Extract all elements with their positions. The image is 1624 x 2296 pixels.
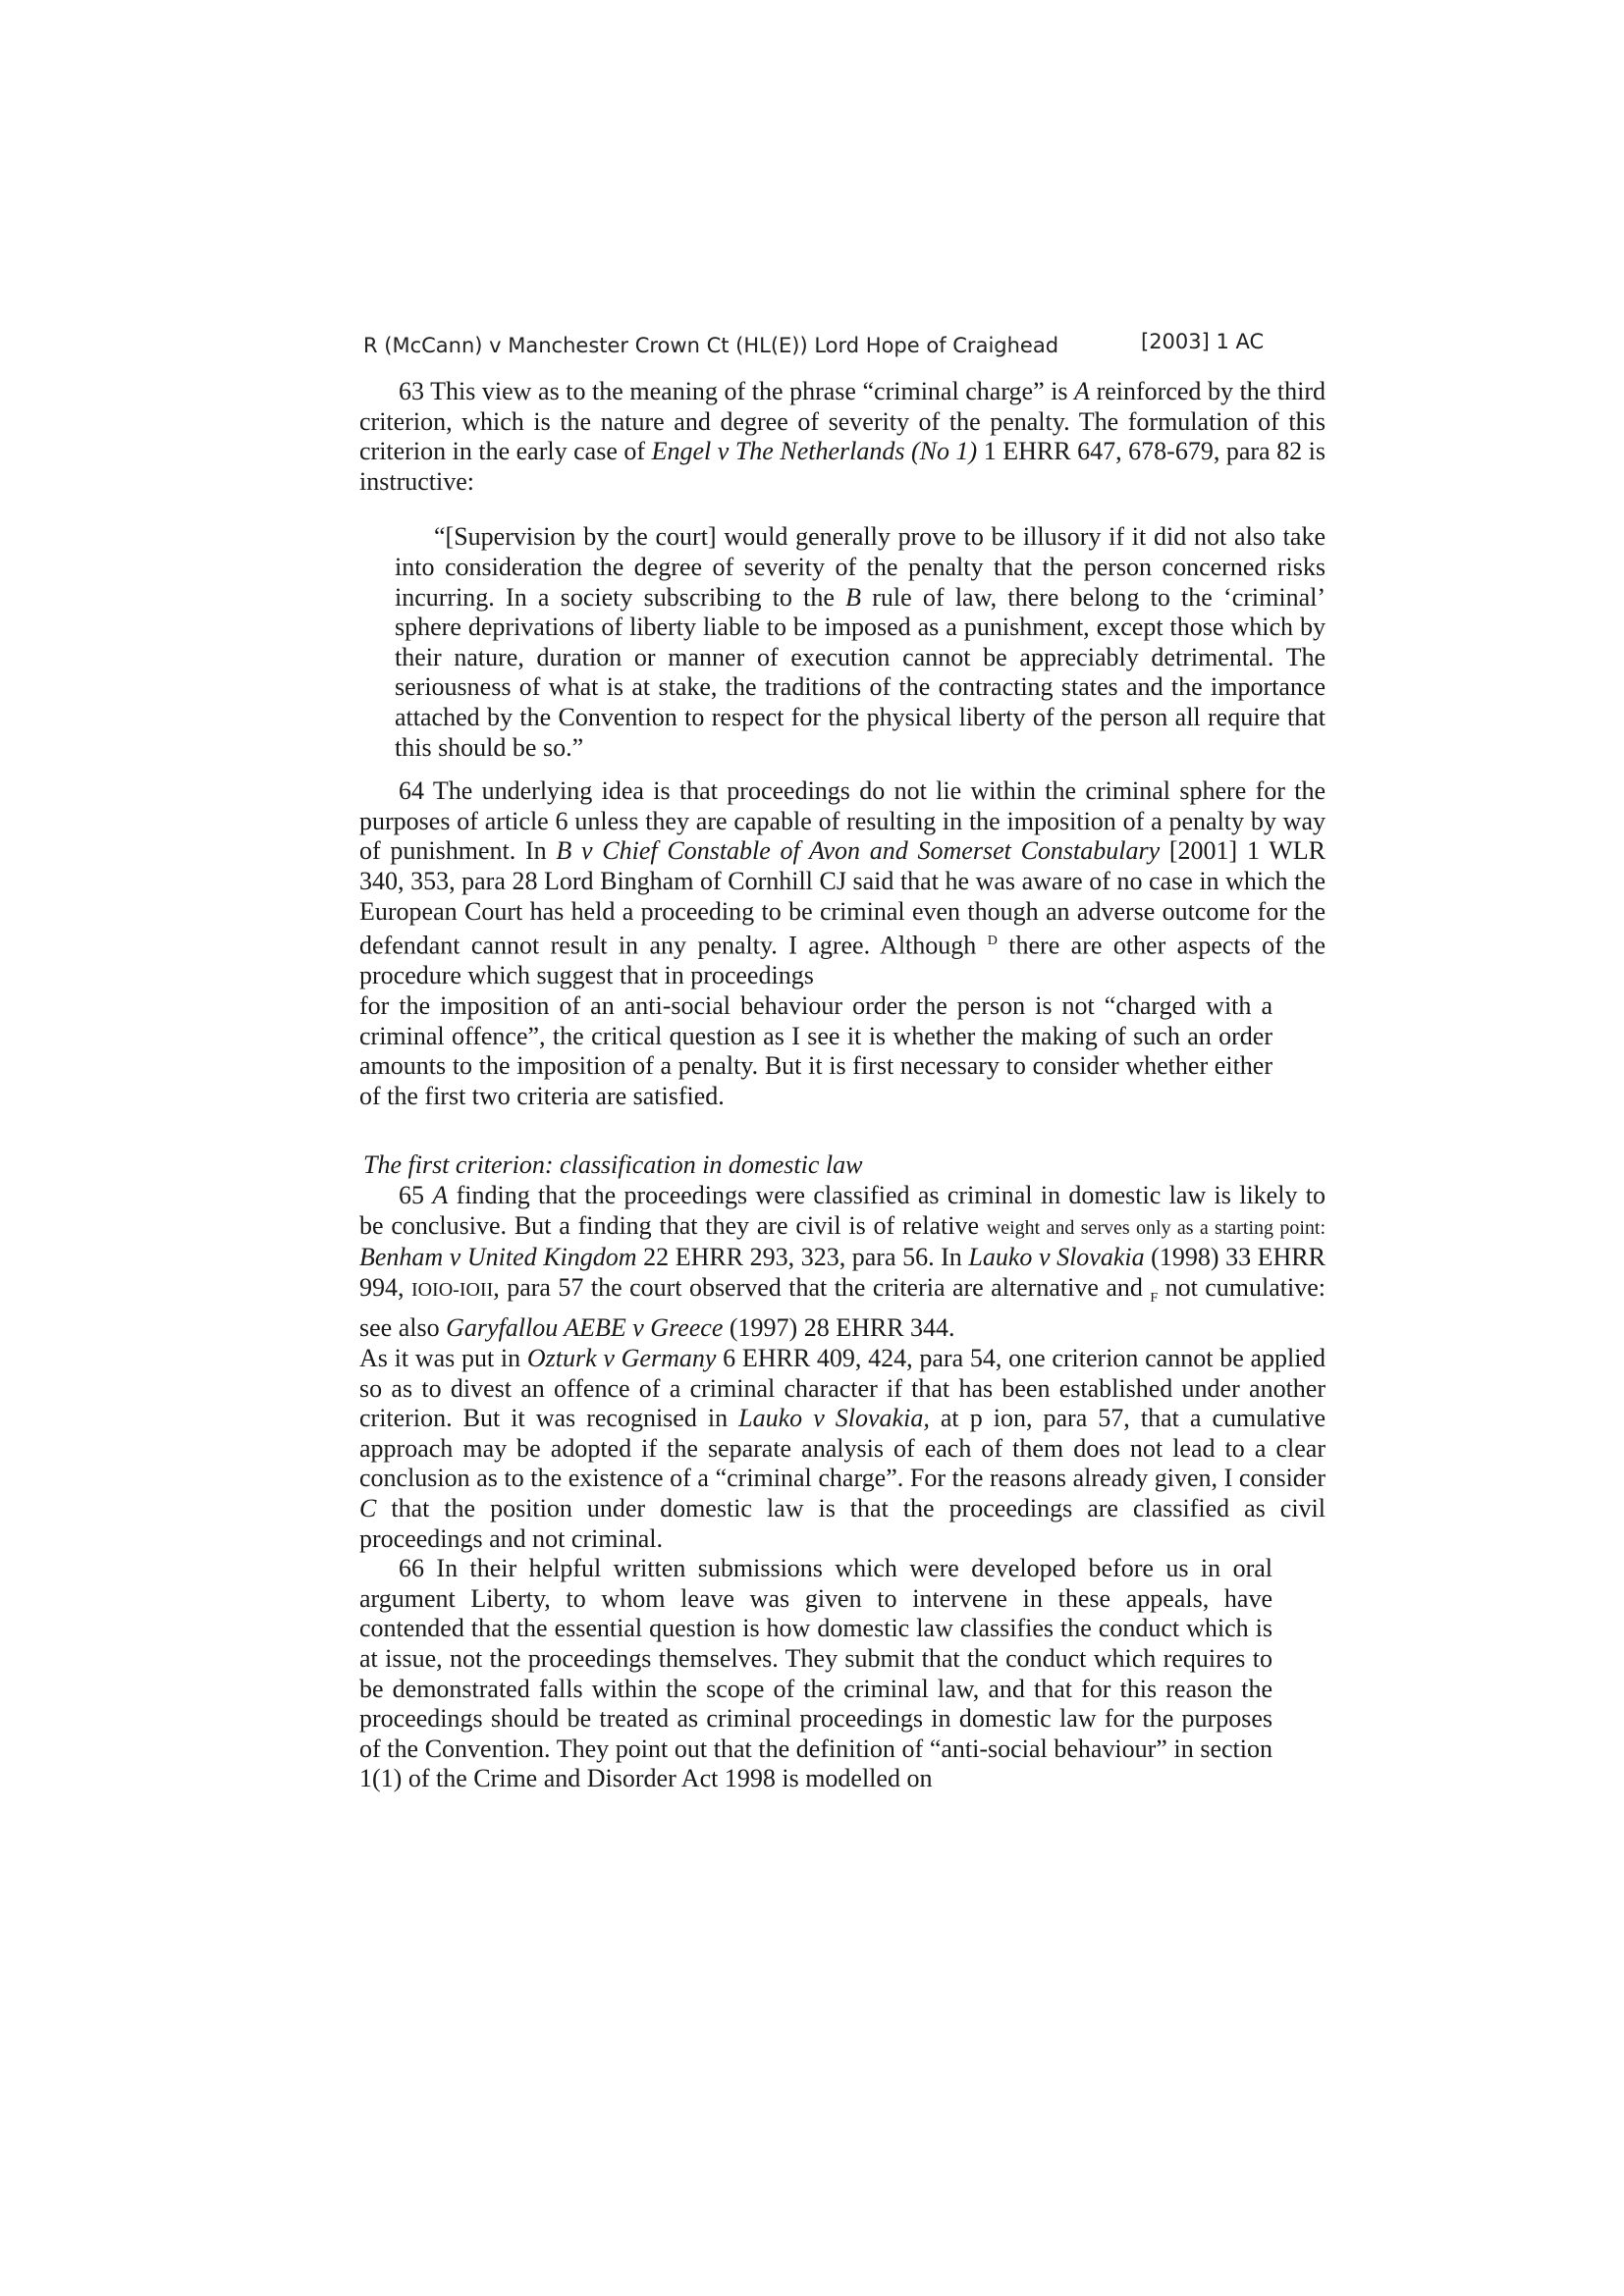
case-name: Engel v The Netherlands (No 1) xyxy=(651,437,978,466)
block-quote: “[Supervision by the court] would generally prove to be illusory if it did not also take into consideration the degree of severity of the penalty that the person concerned risks incurring. In a society subscribing to the B rule of law, there belong to the ‘criminal’ sphere deprivations of liberty liable to be imposed as a punishment, except those which by their nature, duration or manner of execution cannot be appreciably detrimental. The seriousness of what is at stake, the traditions of the contracting states and the importance attached by the Convention to respect for the physical liberty of the person all require that this should be so.” xyxy=(395,522,1326,762)
case-name: Ozturk v Germany xyxy=(526,1344,717,1373)
case-name: B v Chief Constable of Avon and Somerset Constabulary xyxy=(556,836,1161,866)
case-name: Benham v United Kingdom xyxy=(359,1243,637,1272)
margin-letter: C xyxy=(359,1494,377,1523)
case-name: Lauko v Slovakia xyxy=(968,1243,1145,1272)
margin-letter: F xyxy=(1150,1290,1159,1306)
judgment-text xyxy=(359,377,1326,1794)
running-header xyxy=(363,330,1267,369)
paragraph-64: 64 The underlying idea is that proceedings do not lie within the criminal sphere for the purposes of article 6 unless they are capable of resulting in the imposition of a penalty by way of punishment. In B v Chief Constable of Avon and Somerset Constabulary [2001] 1 WLR 340, 353, para 28 Lord Bingham of Cornhill CJ said that he was aware of no case in which the European Court has held a proceeding to be criminal even though an adverse outcome for the defendant cannot result in any penalty. I agree. Although $^D$ there are other aspects of the procedure which suggest that in proceedings xyxy=(359,776,1326,990)
margin-letter: B xyxy=(845,582,862,612)
paragraph-65: 65 A finding that the proceedings were classified as criminal in domestic law is likely to be conclusive. But a finding that they are civil is of relative weight and serves only as a starting point: Benham v United Kingdom 22 EHRR 293, 323, para 56. In Lauko v Slovakia (1998) 33 EHRR 994, IOIO-IOII, para 57 the court observed that the criteria are alternative and $_F$ not cumulative: see also Garyfallou AEBE v Greece (1997) 28 EHRR 344. xyxy=(359,1180,1326,1343)
paragraph-63: 63 This view as to the meaning of the phrase “criminal charge” is A reinforced by the third criterion, which is the nature and degree of severity of the penalty. The formulation of this criterion in the early case of Engel v The Netherlands (No 1) 1 EHRR 647, 678-679, para 82 is instructive: xyxy=(359,377,1326,496)
section-heading: The first criterion: classification in domestic law xyxy=(363,1150,863,1180)
margin-letter: A xyxy=(432,1180,449,1209)
margin-letter: D xyxy=(987,934,998,949)
report-citation: [2003] 1 AC xyxy=(1141,330,1265,353)
case-name: Lauko v Slovakia, xyxy=(738,1404,930,1433)
running-title: R (McCann) v Manchester Crown Ct (HL(E)) Lord Hope of Craighead xyxy=(363,334,1059,357)
paragraph-64-continued: for the imposition of an anti-social behaviour order the person is not “charged with a criminal offence”, the critical question as I see it is whether the making of such an order amounts to the imposition of a penalty. But it is first necessary to consider whether either of the first two criteria are satisfied. xyxy=(359,990,1272,1110)
paragraph-66: 66 In their helpful written submissions which were developed before us in oral argument Liberty, to whom leave was given to intervene in these appeals, have contended that the essential question is how domestic law classifies the conduct which is at issue, not the proceedings themselves. They submit that the conduct which requires to be demonstrated falls within the scope of the criminal law, and that for this reason the proceedings should be treated as criminal proceedings in domestic law for the purposes of the Convention. They point out that the definition of “anti-social behaviour” in section 1(1) of the Crime and Disorder Act 1998 is modelled on xyxy=(359,1554,1272,1793)
margin-letter: A xyxy=(1074,377,1091,405)
paragraph-65-continued: As it was put in Ozturk v Germany 6 EHRR 409, 424, para 54, one criterion cannot be applied so as to divest an offence of a criminal character if that has been established under another criterion. But it was recognised in Lauko v Slovakia, at p ion, para 57, that a cumulative approach may be adopted if the separate analysis of each of them does not lead to a clear conclusion as to the existence of a “criminal charge”. For the reasons already given, I consider C that the position under domestic law is that the proceedings are classified as civil proceedings and not criminal. xyxy=(359,1344,1326,1553)
case-name: Garyfallou AEBE v Greece xyxy=(446,1313,724,1343)
